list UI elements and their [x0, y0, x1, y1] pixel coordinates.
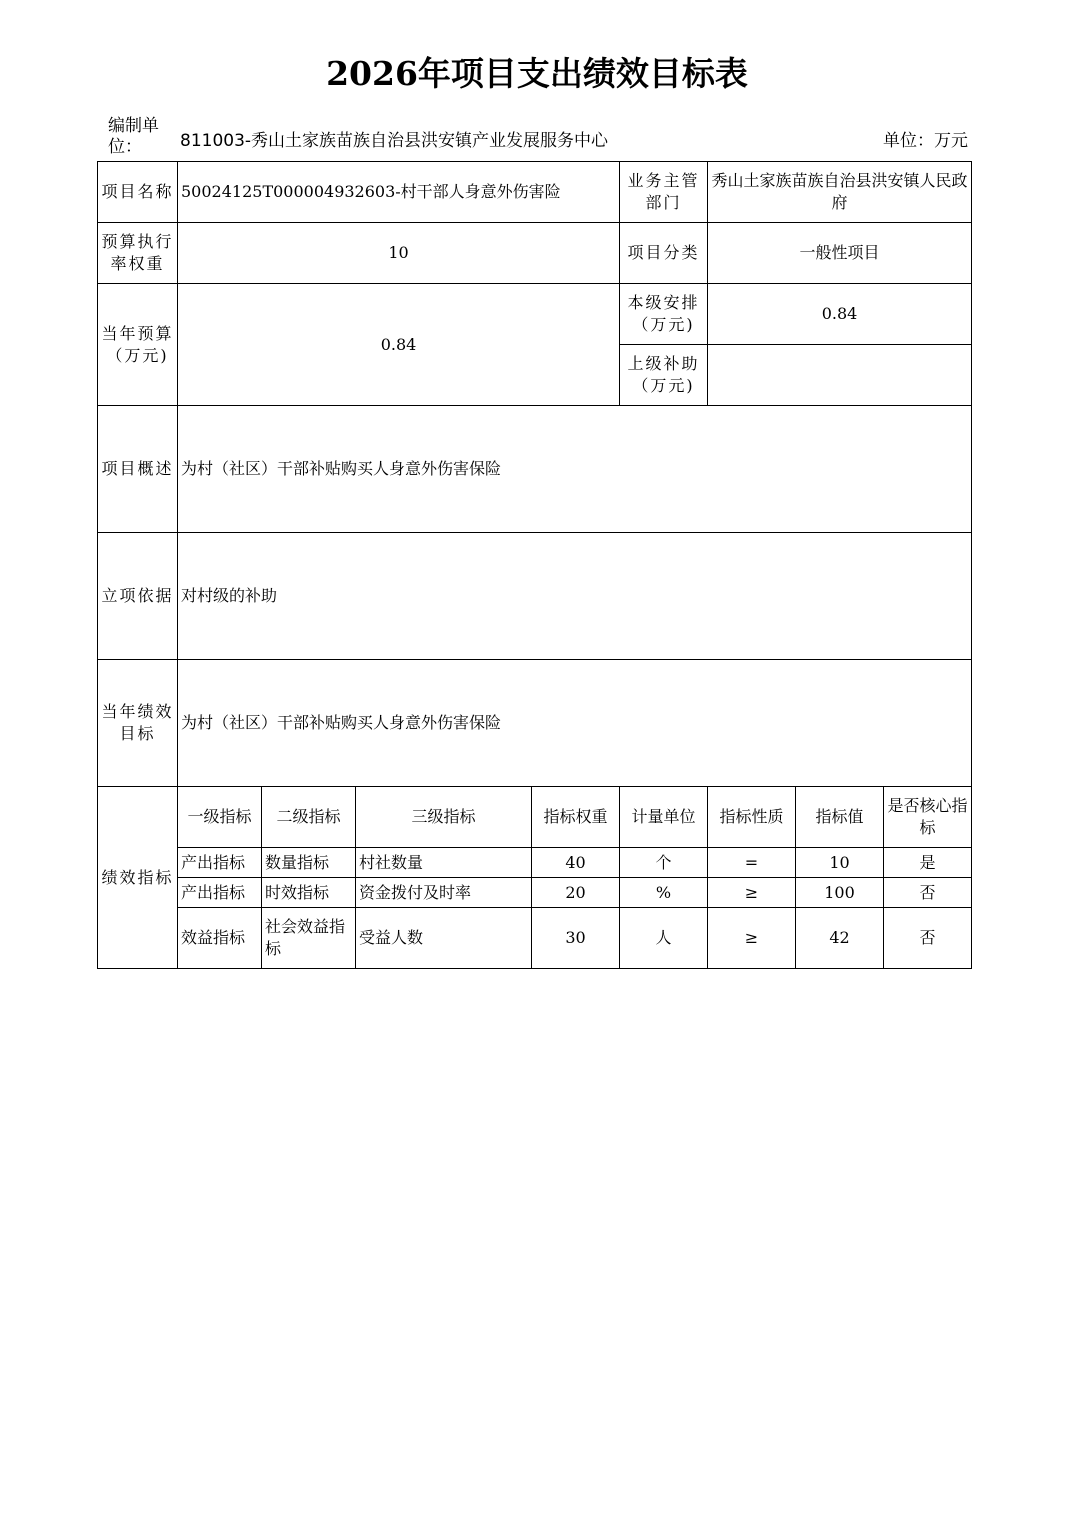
unit-cell: 人 — [620, 908, 708, 969]
level2-cell: 社会效益指标 — [262, 908, 356, 969]
table-row — [98, 848, 972, 878]
goal-label: 当年绩效目标 — [98, 660, 178, 787]
core-cell: 否 — [884, 878, 972, 908]
local-budget-value: 0.84 — [708, 284, 972, 345]
header-cell: 指标权重 — [532, 787, 620, 848]
level1-cell: 产出指标 — [178, 878, 262, 908]
overview-value: 为村（社区）干部补贴购买人身意外伤害保险 — [178, 406, 972, 533]
project-name-label: 项目名称 — [98, 162, 178, 223]
unit-label: 编制单位： — [108, 116, 159, 157]
header-cell: 三级指标 — [356, 787, 532, 848]
goal-value: 为村（社区）干部补贴购买人身意外伤害保险 — [178, 660, 972, 787]
header-cell: 二级指标 — [262, 787, 356, 848]
nature-cell: ≥ — [708, 908, 796, 969]
weight-cell: 40 — [532, 848, 620, 878]
dept-value: 秀山土家族苗族自治县洪安镇人民政府 — [708, 162, 972, 223]
nature-cell: ≥ — [708, 878, 796, 908]
project-name-value: 50024125T000004932603-村干部人身意外伤害险 — [178, 162, 620, 223]
header-cell: 指标值 — [796, 787, 884, 848]
level2-cell: 数量指标 — [262, 848, 356, 878]
level3-cell: 受益人数 — [356, 908, 532, 969]
overview-label: 项目概述 — [98, 406, 178, 533]
weight-label: 预算执行率权重 — [98, 223, 178, 284]
header-cell: 是否核心指标 — [884, 787, 972, 848]
category-value: 一般性项目 — [708, 223, 972, 284]
upper-subsidy-label: 上级补助（万元) — [620, 345, 708, 406]
header-cell: 一级指标 — [178, 787, 262, 848]
level1-cell: 产出指标 — [178, 848, 262, 878]
value-cell: 100 — [796, 878, 884, 908]
budget-value: 0.84 — [178, 284, 620, 406]
unit-cell: 个 — [620, 848, 708, 878]
level3-cell: 村社数量 — [356, 848, 532, 878]
table-row — [98, 878, 972, 908]
core-cell: 否 — [884, 908, 972, 969]
basis-label: 立项依据 — [98, 533, 178, 660]
performance-table — [97, 161, 972, 969]
budget-label: 当年预算（万元) — [98, 284, 178, 406]
category-label: 项目分类 — [620, 223, 708, 284]
table-row — [98, 908, 972, 969]
page-title: 2026年项目支出绩效目标表 — [326, 54, 748, 93]
value-cell: 10 — [796, 848, 884, 878]
indicators-label: 绩效指标 — [98, 787, 178, 969]
unit-cell: % — [620, 878, 708, 908]
weight-cell: 30 — [532, 908, 620, 969]
header-cell: 指标性质 — [708, 787, 796, 848]
level3-cell: 资金拨付及时率 — [356, 878, 532, 908]
level2-cell: 时效指标 — [262, 878, 356, 908]
unit-value: 811003-秀山土家族苗族自治县洪安镇产业发展服务中心 — [180, 131, 609, 151]
header-cell: 计量单位 — [620, 787, 708, 848]
nature-cell: = — [708, 848, 796, 878]
upper-subsidy-value — [708, 345, 972, 406]
level1-cell: 效益指标 — [178, 908, 262, 969]
weight-value: 10 — [178, 223, 620, 284]
local-budget-label: 本级安排（万元) — [620, 284, 708, 345]
basis-value: 对村级的补助 — [178, 533, 972, 660]
currency-unit: 单位：万元 — [883, 131, 968, 151]
weight-cell: 20 — [532, 878, 620, 908]
value-cell: 42 — [796, 908, 884, 969]
dept-label: 业务主管部门 — [620, 162, 708, 223]
core-cell: 是 — [884, 848, 972, 878]
